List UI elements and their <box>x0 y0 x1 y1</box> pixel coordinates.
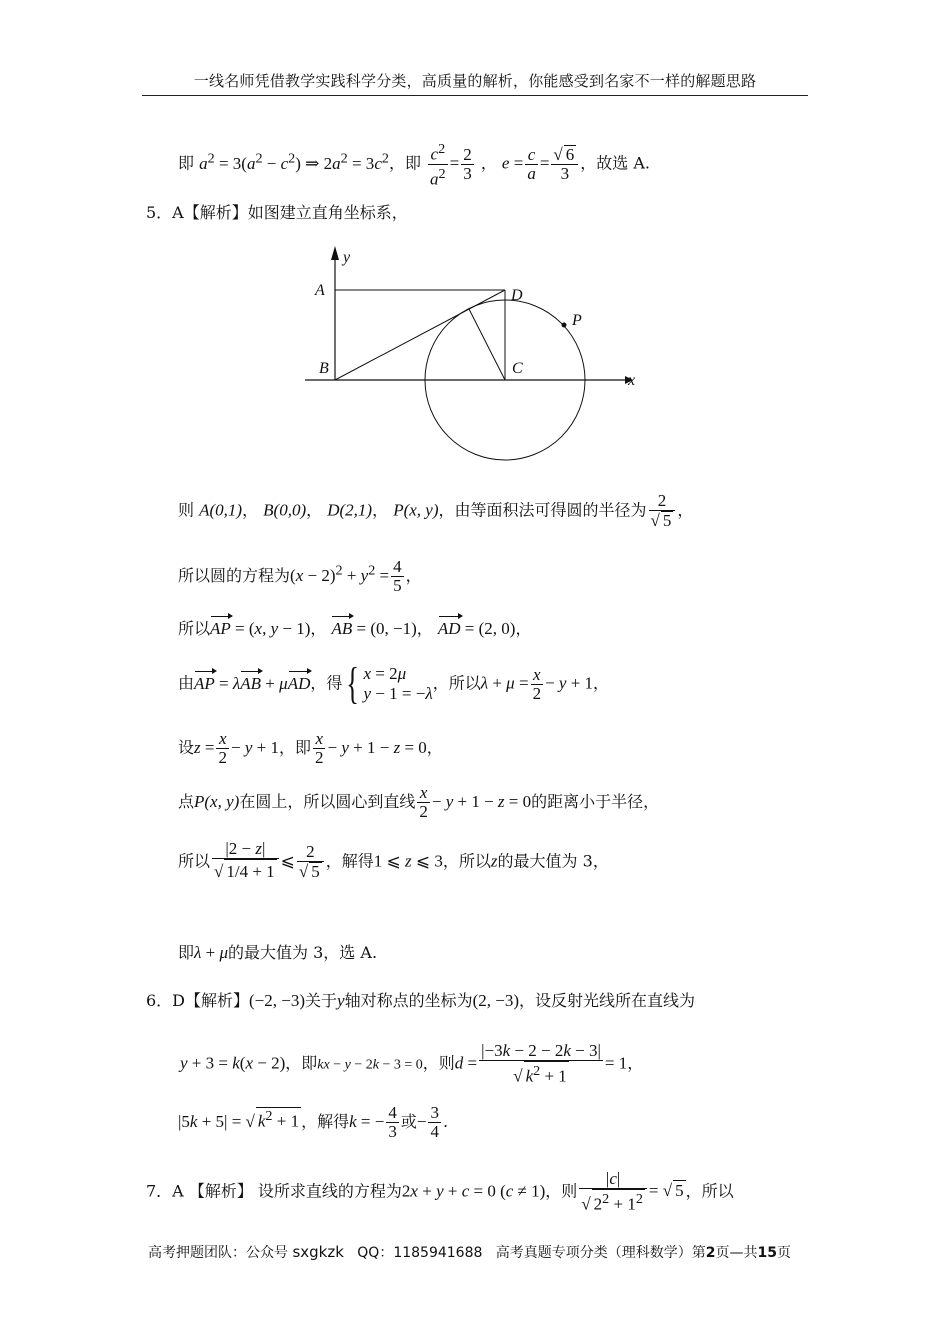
account-name: sxgkzk <box>292 1243 344 1261</box>
formula: AP = (x, y − 1) <box>210 619 311 638</box>
formula: 2x + y + c = 0 (c ≠ 1) <box>401 1181 546 1201</box>
q5-line-5: 设z = $\frac{x}{2}$ − y + 1，即 $\frac{x}{2}$ − y + 1 − z = 0， <box>178 729 443 767</box>
point-P <box>562 323 567 328</box>
q5-line-3: 所以AP = (x, y − 1)， AB = (0, −1)， AD = (2, 0)， <box>178 619 532 638</box>
q6-line-2: y + 3 = k(x − 2)，即kx − y − 2k − 3 = 0，则d = $\frac{|-3k - 2 - 2k - 3|}{√ k^2 + 1}$ = 1， <box>180 1041 644 1086</box>
page-total: 15 <box>757 1245 777 1261</box>
formula: y + 3 = k(x − 2) <box>180 1053 286 1073</box>
formula: λ + μ <box>194 943 229 962</box>
y-axis-arrow <box>331 246 339 260</box>
formula: AP = λAB + μAD <box>194 673 311 693</box>
fraction: $\frac{|c|}{√ 2^2 + 1^2}$ <box>579 1170 647 1214</box>
fraction: $\frac{2}{3}$ <box>463 144 472 183</box>
formula: AB = (0, −1) <box>331 619 417 638</box>
fraction: $\frac{x}{2}$ <box>314 729 324 767</box>
fraction: $\frac{3}{4}$ <box>430 1103 439 1141</box>
fraction: $\frac{|-3k - 2 - 2k - 3|}{√ k^2 + 1}$ <box>481 1041 601 1086</box>
formula: $(x - 2)^2 + y^2$ = <box>290 562 390 585</box>
radius-to-tangent <box>469 309 505 380</box>
label-A: A <box>315 282 325 299</box>
label-y: y <box>343 249 351 266</box>
label-B: B <box>319 360 329 377</box>
formula: 1 ⩽ z ⩽ 3 <box>373 851 443 871</box>
label-P: P <box>572 312 582 329</box>
q5-line-1: 则 A(0,1)， B(0,0)， D(2,1)， P(x, y)，由等面积法可得圆的半径为 $\frac{2}{√ 5}$ ， <box>178 491 694 530</box>
formula: AD = (2, 0) <box>437 619 516 638</box>
fraction: $\frac{c}{a}$ <box>527 144 536 183</box>
page-header: 一线名师凭借教学实践科学分类，高质量的解析，你能感受到名家不一样的解题思路 <box>193 72 757 90</box>
label-D: D <box>511 287 523 304</box>
fraction: $\frac{x}{2}$ <box>419 783 428 821</box>
page-number: 2 <box>705 1245 716 1261</box>
formula: (−2, −3) <box>249 991 306 1010</box>
fraction: $\frac{4}{3}$ <box>388 1103 397 1141</box>
q6-line-3: |5k + 5| = √ $k^2 + 1$ ，解得k = − $\frac{4}{3}$ 或− $\frac{3}{4}$ . <box>178 1103 449 1141</box>
formula: e = <box>501 153 524 173</box>
fraction: $\frac{x}{2}$ <box>532 664 542 703</box>
q5-line-2: 所以圆的方程为$(x - 2)^2 + y^2$ = $\frac{4}{5}$ ， <box>178 557 422 595</box>
formula: $a^2 = 3(a^2 - c^2)$ ⇒ $2a^2 = 3c^2$ <box>199 150 389 173</box>
label-x: x <box>628 372 636 389</box>
diagonal-BD <box>335 290 505 380</box>
fraction: $\frac{4}{5}$ <box>393 557 402 595</box>
q6-heading: 6．D【解析】(−2, −3)关于y轴对称点的坐标为(2, −3)，设反射光线所在直线为 <box>146 991 696 1010</box>
coordinate-figure <box>300 240 650 470</box>
formula: (2, −3) <box>472 991 520 1010</box>
equation-system: x = 2μ y − 1 = −λ <box>363 664 433 703</box>
q7-heading: 7．A 【解析】 设所求直线的方程为2x + y + c = 0 (c ≠ 1)，则 $\frac{|c|}{√ 2^2 + 1^2}$ = √ 5 ，所以 <box>146 1169 734 1214</box>
fraction: $\frac{2}{√ 5}$ <box>649 492 676 530</box>
formula: k = − <box>349 1112 385 1131</box>
fraction: $\frac{c^2}{a^2}$ <box>430 141 446 189</box>
q5-heading: 5．A【解析】如图建立直角坐标系， <box>146 203 408 222</box>
q5-line-7: 所以 $\frac{|2 - z|}{√ 1/4 + 1}$ ⩽ $\frac{2}{√ 5}$ ，解得1 ⩽ z ⩽ 3，所以z的最大值为 3， <box>178 840 609 884</box>
formula: P(x, y) <box>194 792 240 811</box>
formula: kx − y − 2k − 3 = 0 <box>317 1057 423 1073</box>
header-rule <box>142 95 808 96</box>
fraction: $\frac{|2 - z|}{√ 1/4 + 1}$ <box>212 840 279 884</box>
formula: z = <box>194 738 215 757</box>
q5-line-4: 由AP = λAB + μAD，得{ x = 2μ y − 1 = −λ ，所以λ + μ = $\frac{x}{2}$ − y + 1， <box>178 659 610 708</box>
fraction: $\frac{2}{√ 5}$ <box>297 843 324 881</box>
formula: λ + μ = <box>480 673 529 693</box>
page-footer: 高考押题团队：公众号 sxgkzk QQ：1185941688 高考真题专项分类（理科数学）第2页—共15页 <box>148 1243 791 1261</box>
formula: d = <box>454 1053 478 1073</box>
fraction: $\frac{x}{2}$ <box>218 729 227 767</box>
formula: |5k + 5| = √ $k^2 + 1$ <box>178 1108 300 1131</box>
q5-line-8: 即λ + μ的最大值为 3，选 A. <box>178 943 378 962</box>
q4-conclusion-line: 即 $a^2 = 3(a^2 - c^2)$ ⇒ $2a^2 = 3c^2$，即 $\frac{c^2}{a^2}$ = $\frac{2}{3}$ ， e = $\frac{c}{a}$ = $\frac{√ 6}{3}$ ，故选 A. <box>178 141 650 189</box>
q5-line-6: 点P(x, y)在圆上，所以圆心到直线 $\frac{x}{2}$ − y + 1 − z = 0的距离小于半径， <box>178 783 660 821</box>
fraction: $\frac{√ 6}{3}$ <box>551 145 578 183</box>
label-C: C <box>512 360 523 377</box>
